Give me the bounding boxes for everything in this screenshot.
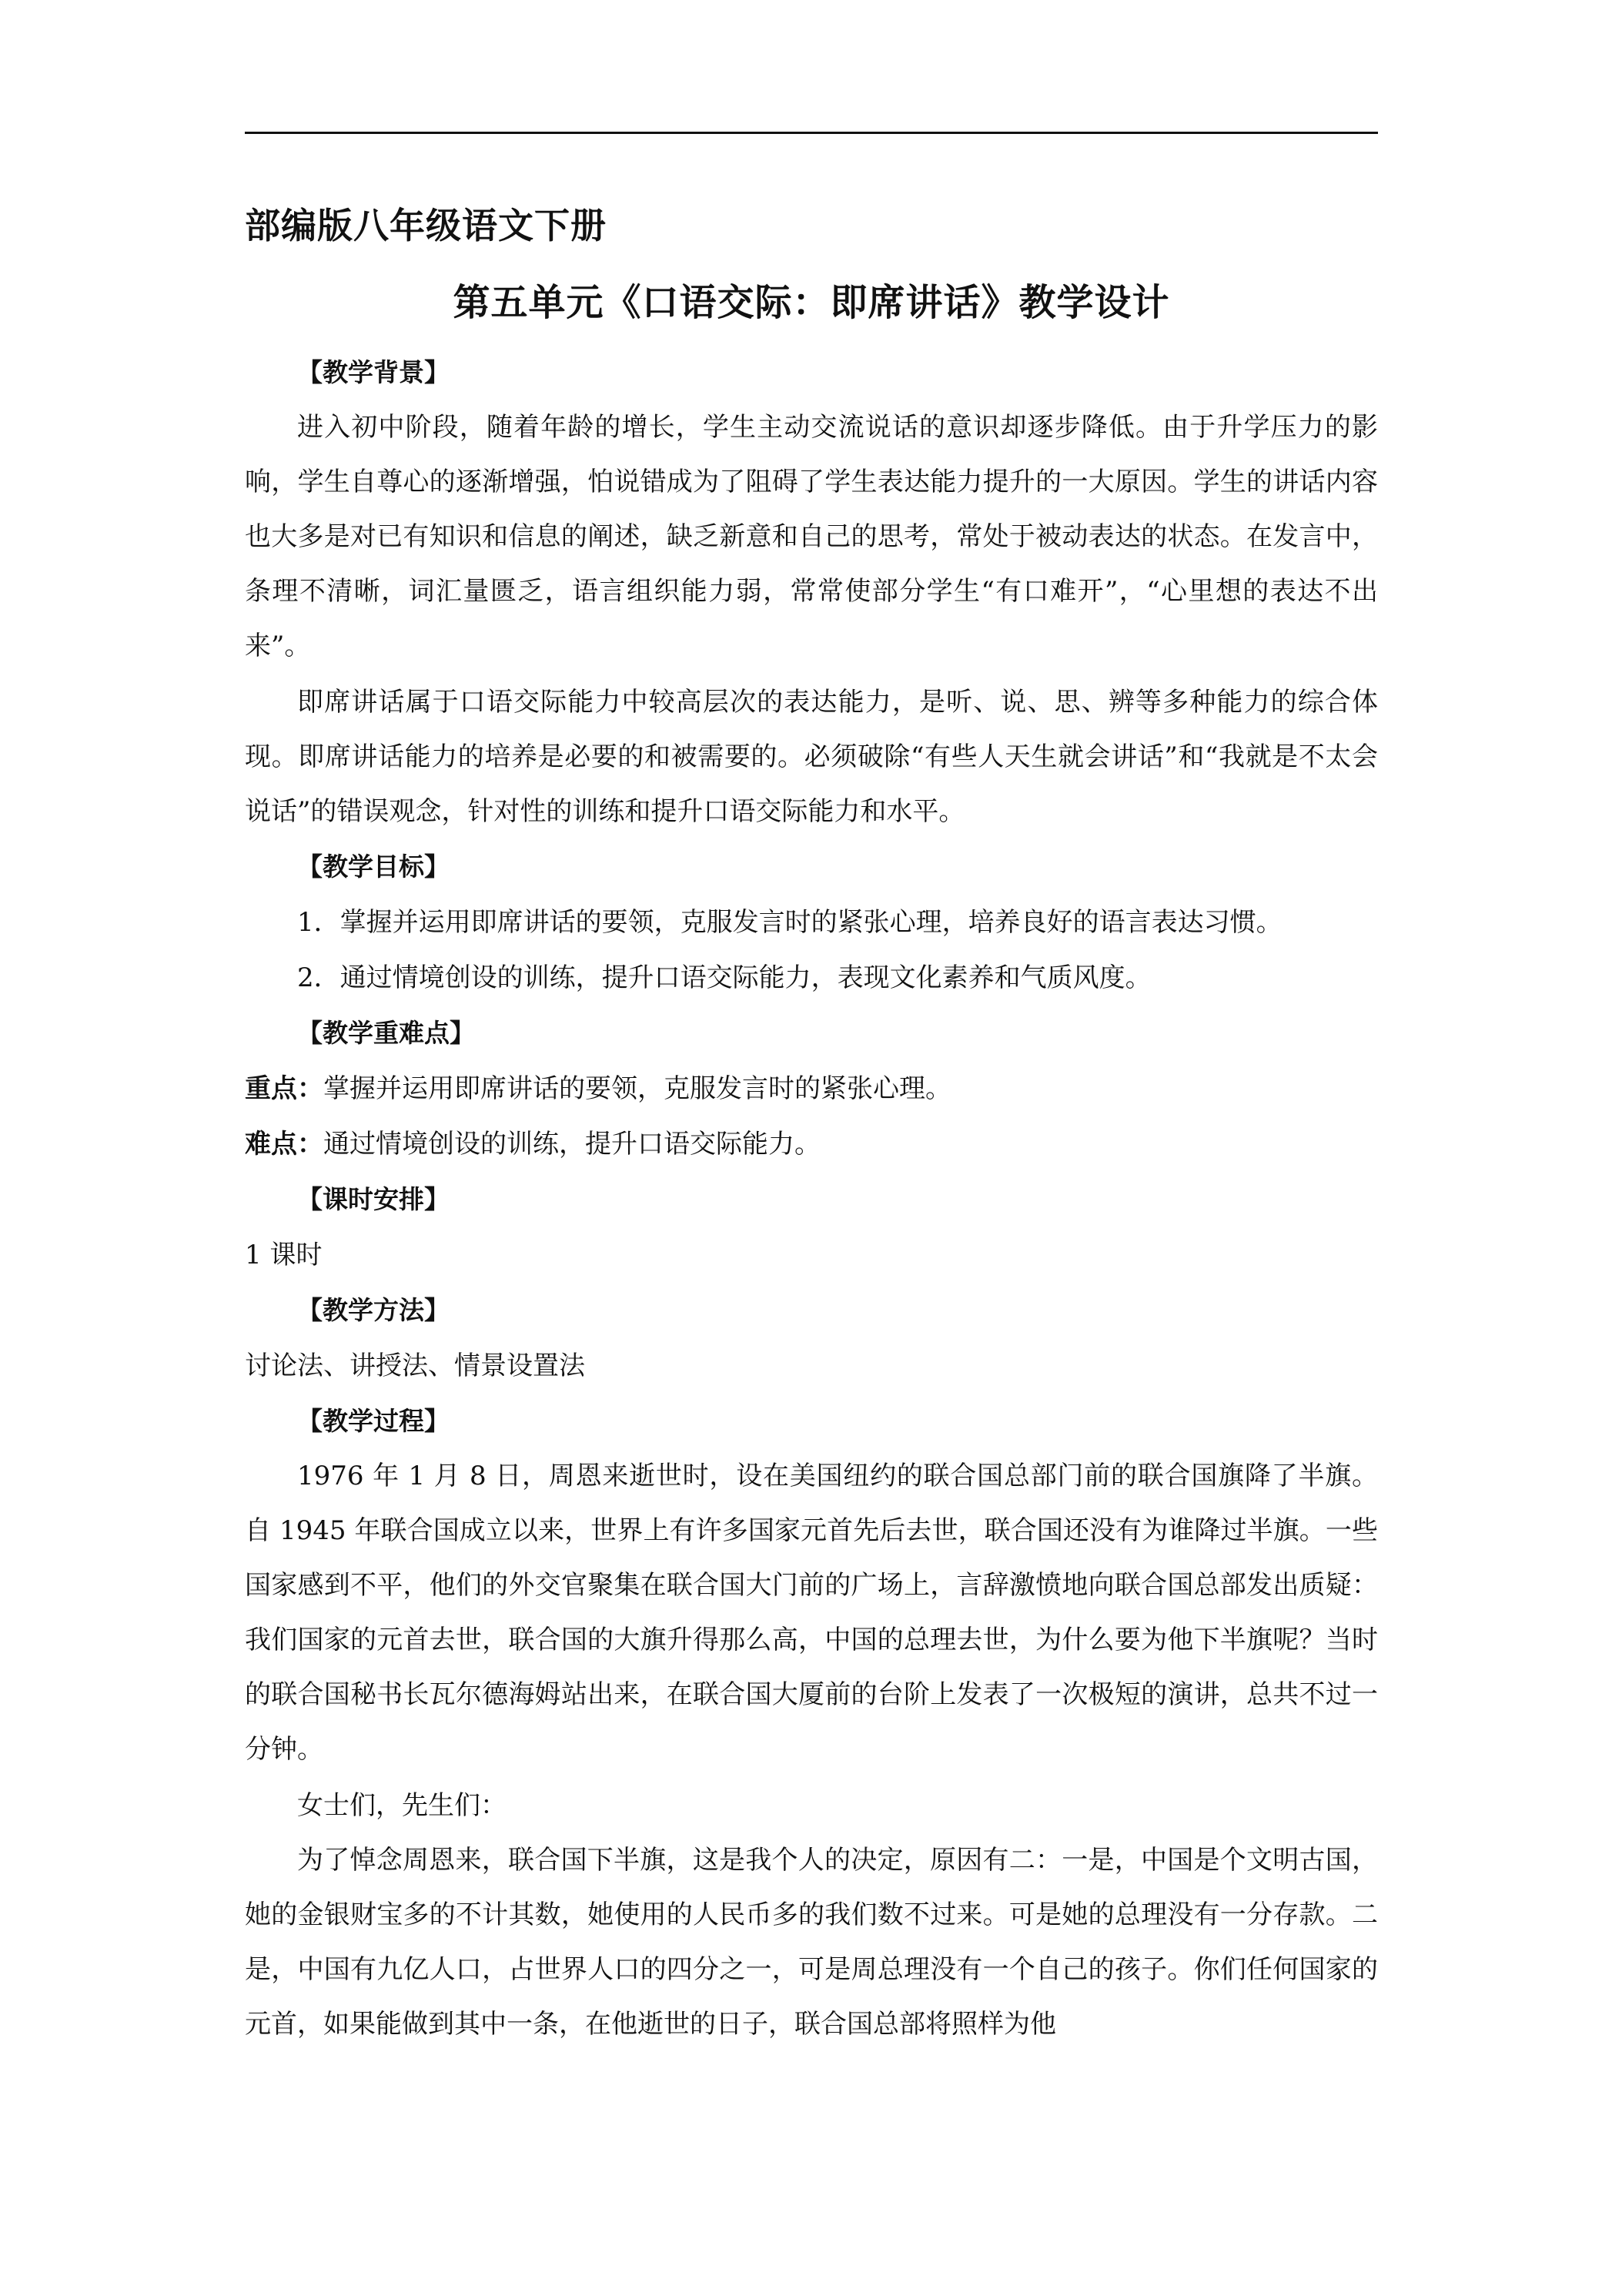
background-paragraph: 进入初中阶段，随着年龄的增长，学生主动交流说话的意识却逐步降低。由于升学压力的影响，学生自尊心的逐渐增强，怕说错成为了阻碍了学生表达能力提升的一大原因。学生的讲话内容也大多是对已有知识和信息的阐述，缺乏新意和自己的思考，常处于被动表达的状态。在发言中，条理不清晰，词汇量匮乏，语言组织能力弱，常常使部分学生“有口难开”，“心里想的表达不出来”。 [245, 412, 1378, 661]
schedule-text: 1 课时 [245, 1240, 323, 1270]
difficult-point-line [245, 1116, 1378, 1172]
section-heading-process: 【教学过程】 [297, 1406, 450, 1436]
key-point-label: 重点： [245, 1073, 323, 1104]
document-body [245, 191, 1378, 2052]
goal-item: 1．掌握并运用即席讲话的要领，克服发言时的紧张心理，培养良好的语言表达习惯。 [297, 907, 1283, 938]
process-paragraph: 女士们，先生们： [297, 1790, 507, 1821]
difficult-point-label: 难点： [245, 1129, 323, 1160]
document-series: 部编版八年级语文下册 [245, 205, 607, 246]
section-heading-methods: 【教学方法】 [297, 1295, 450, 1325]
key-point-line [245, 1061, 1378, 1116]
difficult-point-text: 通过情境创设的训练，提升口语交际能力。 [323, 1129, 821, 1160]
section-heading-key-points: 【教学重难点】 [297, 1018, 475, 1048]
section-heading-schedule: 【课时安排】 [297, 1184, 450, 1214]
key-point-text: 掌握并运用即席讲话的要领，克服发言时的紧张心理。 [323, 1073, 951, 1104]
section-heading-goals: 【教学目标】 [297, 852, 450, 882]
methods-text: 讨论法、讲授法、情景设置法 [245, 1350, 585, 1381]
section-heading-background: 【教学背景】 [297, 357, 450, 387]
header-rule [245, 132, 1378, 134]
document-title: 第五单元《口语交际：即席讲话》教学设计 [453, 281, 1170, 324]
goal-item: 2．通过情境创设的训练，提升口语交际能力，表现文化素养和气质风度。 [297, 962, 1152, 993]
process-paragraph: 1976 年 1 月 8 日，周恩来逝世时，设在美国纽约的联合国总部门前的联合国旗降了半旗。自 1945 年联合国成立以来，世界上有许多国家元首先后去世，联合国还没有为谁降过半旗。一些国家感到不平，他们的外交官聚集在联合国大门前的广场上，言辞激愤地向联合国总部发出质疑：我们国家的元首去世，联合国的大旗升得那么高，中国的总理去世，为什么要为他下半旗呢？当时的联合国秘书长瓦尔德海姆站出来，在联合国大厦前的台阶上发表了一次极短的演讲，总共不过一分钟。 [245, 1461, 1378, 1765]
background-paragraph: 即席讲话属于口语交际能力中较高层次的表达能力，是听、说、思、辨等多种能力的综合体现。即席讲话能力的培养是必要的和被需要的。必须破除“有些人天生就会讲话”和“我就是不太会说话”的错误观念，针对性的训练和提升口语交际能力和水平。 [245, 687, 1378, 827]
process-paragraph: 为了悼念周恩来，联合国下半旗，这是我个人的决定，原因有二：一是，中国是个文明古国，她的金银财宝多的不计其数，她使用的人民币多的我们数不过来。可是她的总理没有一分存款。二是，中国有九亿人口，占世界人口的四分之一，可是周总理没有一个自己的孩子。你们任何国家的元首，如果能做到其中一条，在他逝世的日子，联合国总部将照样为他 [245, 1845, 1378, 2040]
